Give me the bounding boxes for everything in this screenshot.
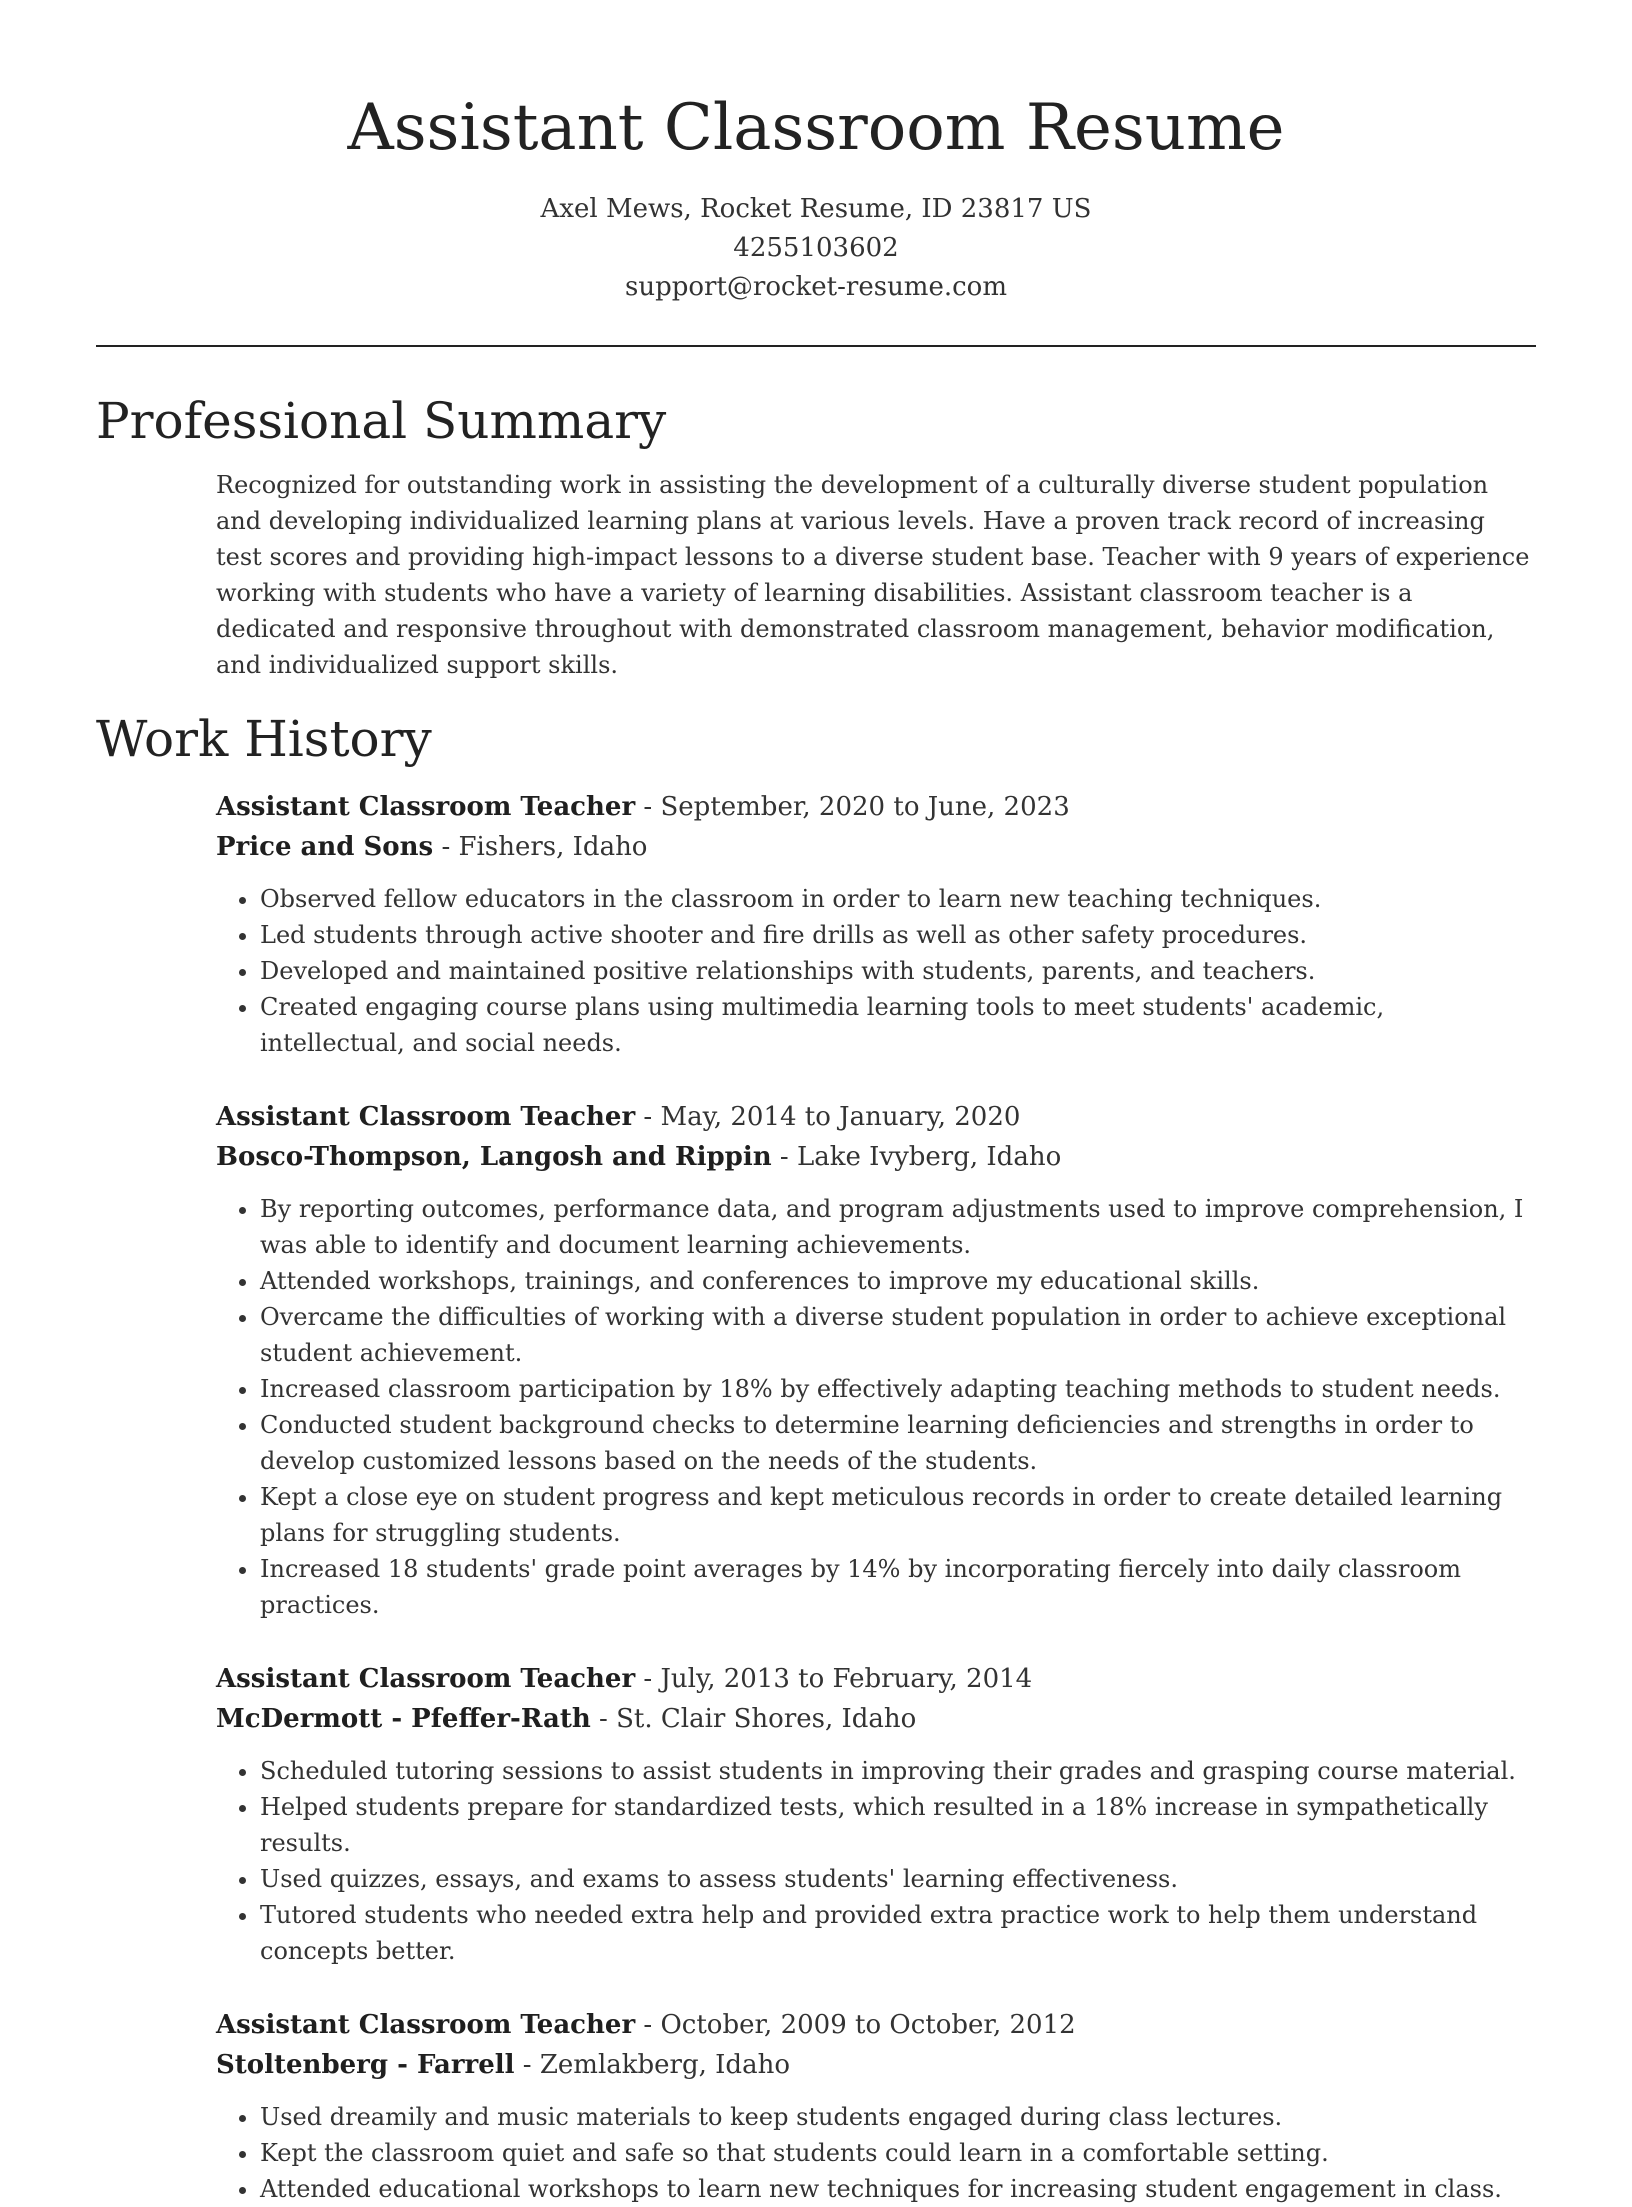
job-bullet: • Led students through active shooter and fire drills as well as other safety procedures. — [260, 917, 1536, 953]
job-entry — [216, 1659, 1536, 1969]
summary-text: Recognized for outstanding work in assisting the development of a culturally diverse student population and developing individualized learning plans at various levels. Have a proven track record of increasing test scores and providing high-impact lessons to a diverse student base. Teacher with 9 years of experience working with students who have a variety of learning disabilities. Assistant classroom teacher is a dedicated and responsive throughout with demonstrated classroom management, behavior modification, and individualized support skills. — [216, 471, 1530, 679]
job-company-line — [216, 827, 1536, 867]
job-bullet: • Overcame the difficulties of working with a diverse student population in order to achieve exceptional student achievement. — [260, 1299, 1536, 1371]
job-title: Assistant Classroom Teacher — [216, 2010, 636, 2040]
job-title-line — [216, 1097, 1536, 1137]
job-title-line — [216, 2005, 1536, 2045]
job-bullet: • Tutored students who needed extra help and provided extra practice work to help them understand concepts better. — [260, 1897, 1536, 1969]
job-title: Assistant Classroom Teacher — [216, 1102, 636, 1132]
job-entry — [216, 1097, 1536, 1623]
job-bullet: • Increased 18 students' grade point averages by 14% by incorporating fiercely into daily classroom practices. — [260, 1551, 1536, 1623]
job-bullet: • Conducted student background checks to determine learning deficiencies and strengths in order to develop customized lessons based on the needs of the students. — [260, 1407, 1536, 1479]
job-bullet: • Developed and maintained positive relationships with students, parents, and teachers. — [260, 953, 1536, 989]
job-bullets — [216, 1191, 1536, 1623]
job-bullet: • Kept a close eye on student progress and kept meticulous records in order to create detailed learning plans for struggling students. — [260, 1479, 1536, 1551]
job-company-line — [216, 1699, 1536, 1739]
job-dates: - September, 2020 to June, 2023 — [635, 792, 1070, 822]
job-title-line — [216, 1659, 1536, 1699]
summary-heading: Professional Summary — [96, 392, 667, 450]
job-dates: - October, 2009 to October, 2012 — [635, 2010, 1076, 2040]
job-entry — [216, 2005, 1536, 2207]
job-bullet: • Used dreamily and music materials to keep students engaged during class lectures. — [260, 2099, 1536, 2135]
job-bullet: • Increased classroom participation by 18% by effectively adapting teaching methods to student needs. — [260, 1371, 1536, 1407]
job-bullet: • Kept the classroom quiet and safe so that students could learn in a comfortable setting. — [260, 2135, 1536, 2171]
contact-info — [96, 190, 1536, 307]
job-bullet: • Created engaging course plans using multimedia learning tools to meet students' academic, intellectual, and social needs. — [260, 989, 1536, 1061]
job-bullet: • By reporting outcomes, performance data, and program adjustments used to improve comprehension, I was able to identify and document learning achievements. — [260, 1191, 1536, 1263]
job-dates: - July, 2013 to February, 2014 — [635, 1664, 1033, 1694]
job-bullet: • Scheduled tutoring sessions to assist students in improving their grades and grasping course material. — [260, 1753, 1536, 1789]
job-entry — [216, 787, 1536, 1061]
resume-header — [96, 0, 1536, 307]
job-bullet: • Attended workshops, trainings, and conferences to improve my educational skills. — [260, 1263, 1536, 1299]
job-bullet: • Used quizzes, essays, and exams to assess students' learning effectiveness. — [260, 1861, 1536, 1897]
job-title-line — [216, 787, 1536, 827]
job-bullet: • Attended educational workshops to learn new techniques for increasing student engagement in class. — [260, 2171, 1536, 2207]
contact-email: support@rocket-resume.com — [624, 272, 1007, 302]
job-location: - St. Clair Shores, Idaho — [590, 1704, 917, 1734]
job-location: - Lake Ivyberg, Idaho — [771, 1142, 1062, 1172]
job-bullet: • Observed fellow educators in the classroom in order to learn new teaching techniques. — [260, 881, 1536, 917]
job-company: Stoltenberg - Farrell — [216, 2050, 515, 2080]
job-title: Assistant Classroom Teacher — [216, 792, 636, 822]
job-company: Price and Sons — [216, 832, 434, 862]
work-history-heading: Work History — [96, 710, 432, 768]
job-bullet: • Helped students prepare for standardized tests, which resulted in a 18% increase in sympathetically results. — [260, 1789, 1536, 1861]
contact-phone: 4255103602 — [733, 233, 899, 263]
job-bullets — [216, 1753, 1536, 1969]
job-company-line — [216, 1137, 1536, 1177]
job-location: - Fishers, Idaho — [433, 832, 648, 862]
document-title: Assistant Classroom Resume — [347, 91, 1285, 165]
header-divider — [96, 345, 1536, 347]
job-bullets — [216, 2099, 1536, 2207]
job-bullets — [216, 881, 1536, 1061]
job-company: Bosco-Thompson, Langosh and Rippin — [216, 1142, 772, 1172]
job-company: McDermott - Pfeffer-Rath — [216, 1704, 591, 1734]
job-company-line — [216, 2045, 1536, 2085]
job-title: Assistant Classroom Teacher — [216, 1664, 636, 1694]
job-location: - Zemlakberg, Idaho — [514, 2050, 790, 2080]
job-dates: - May, 2014 to January, 2020 — [635, 1102, 1021, 1132]
contact-address: Axel Mews, Rocket Resume, ID 23817 US — [540, 194, 1092, 224]
